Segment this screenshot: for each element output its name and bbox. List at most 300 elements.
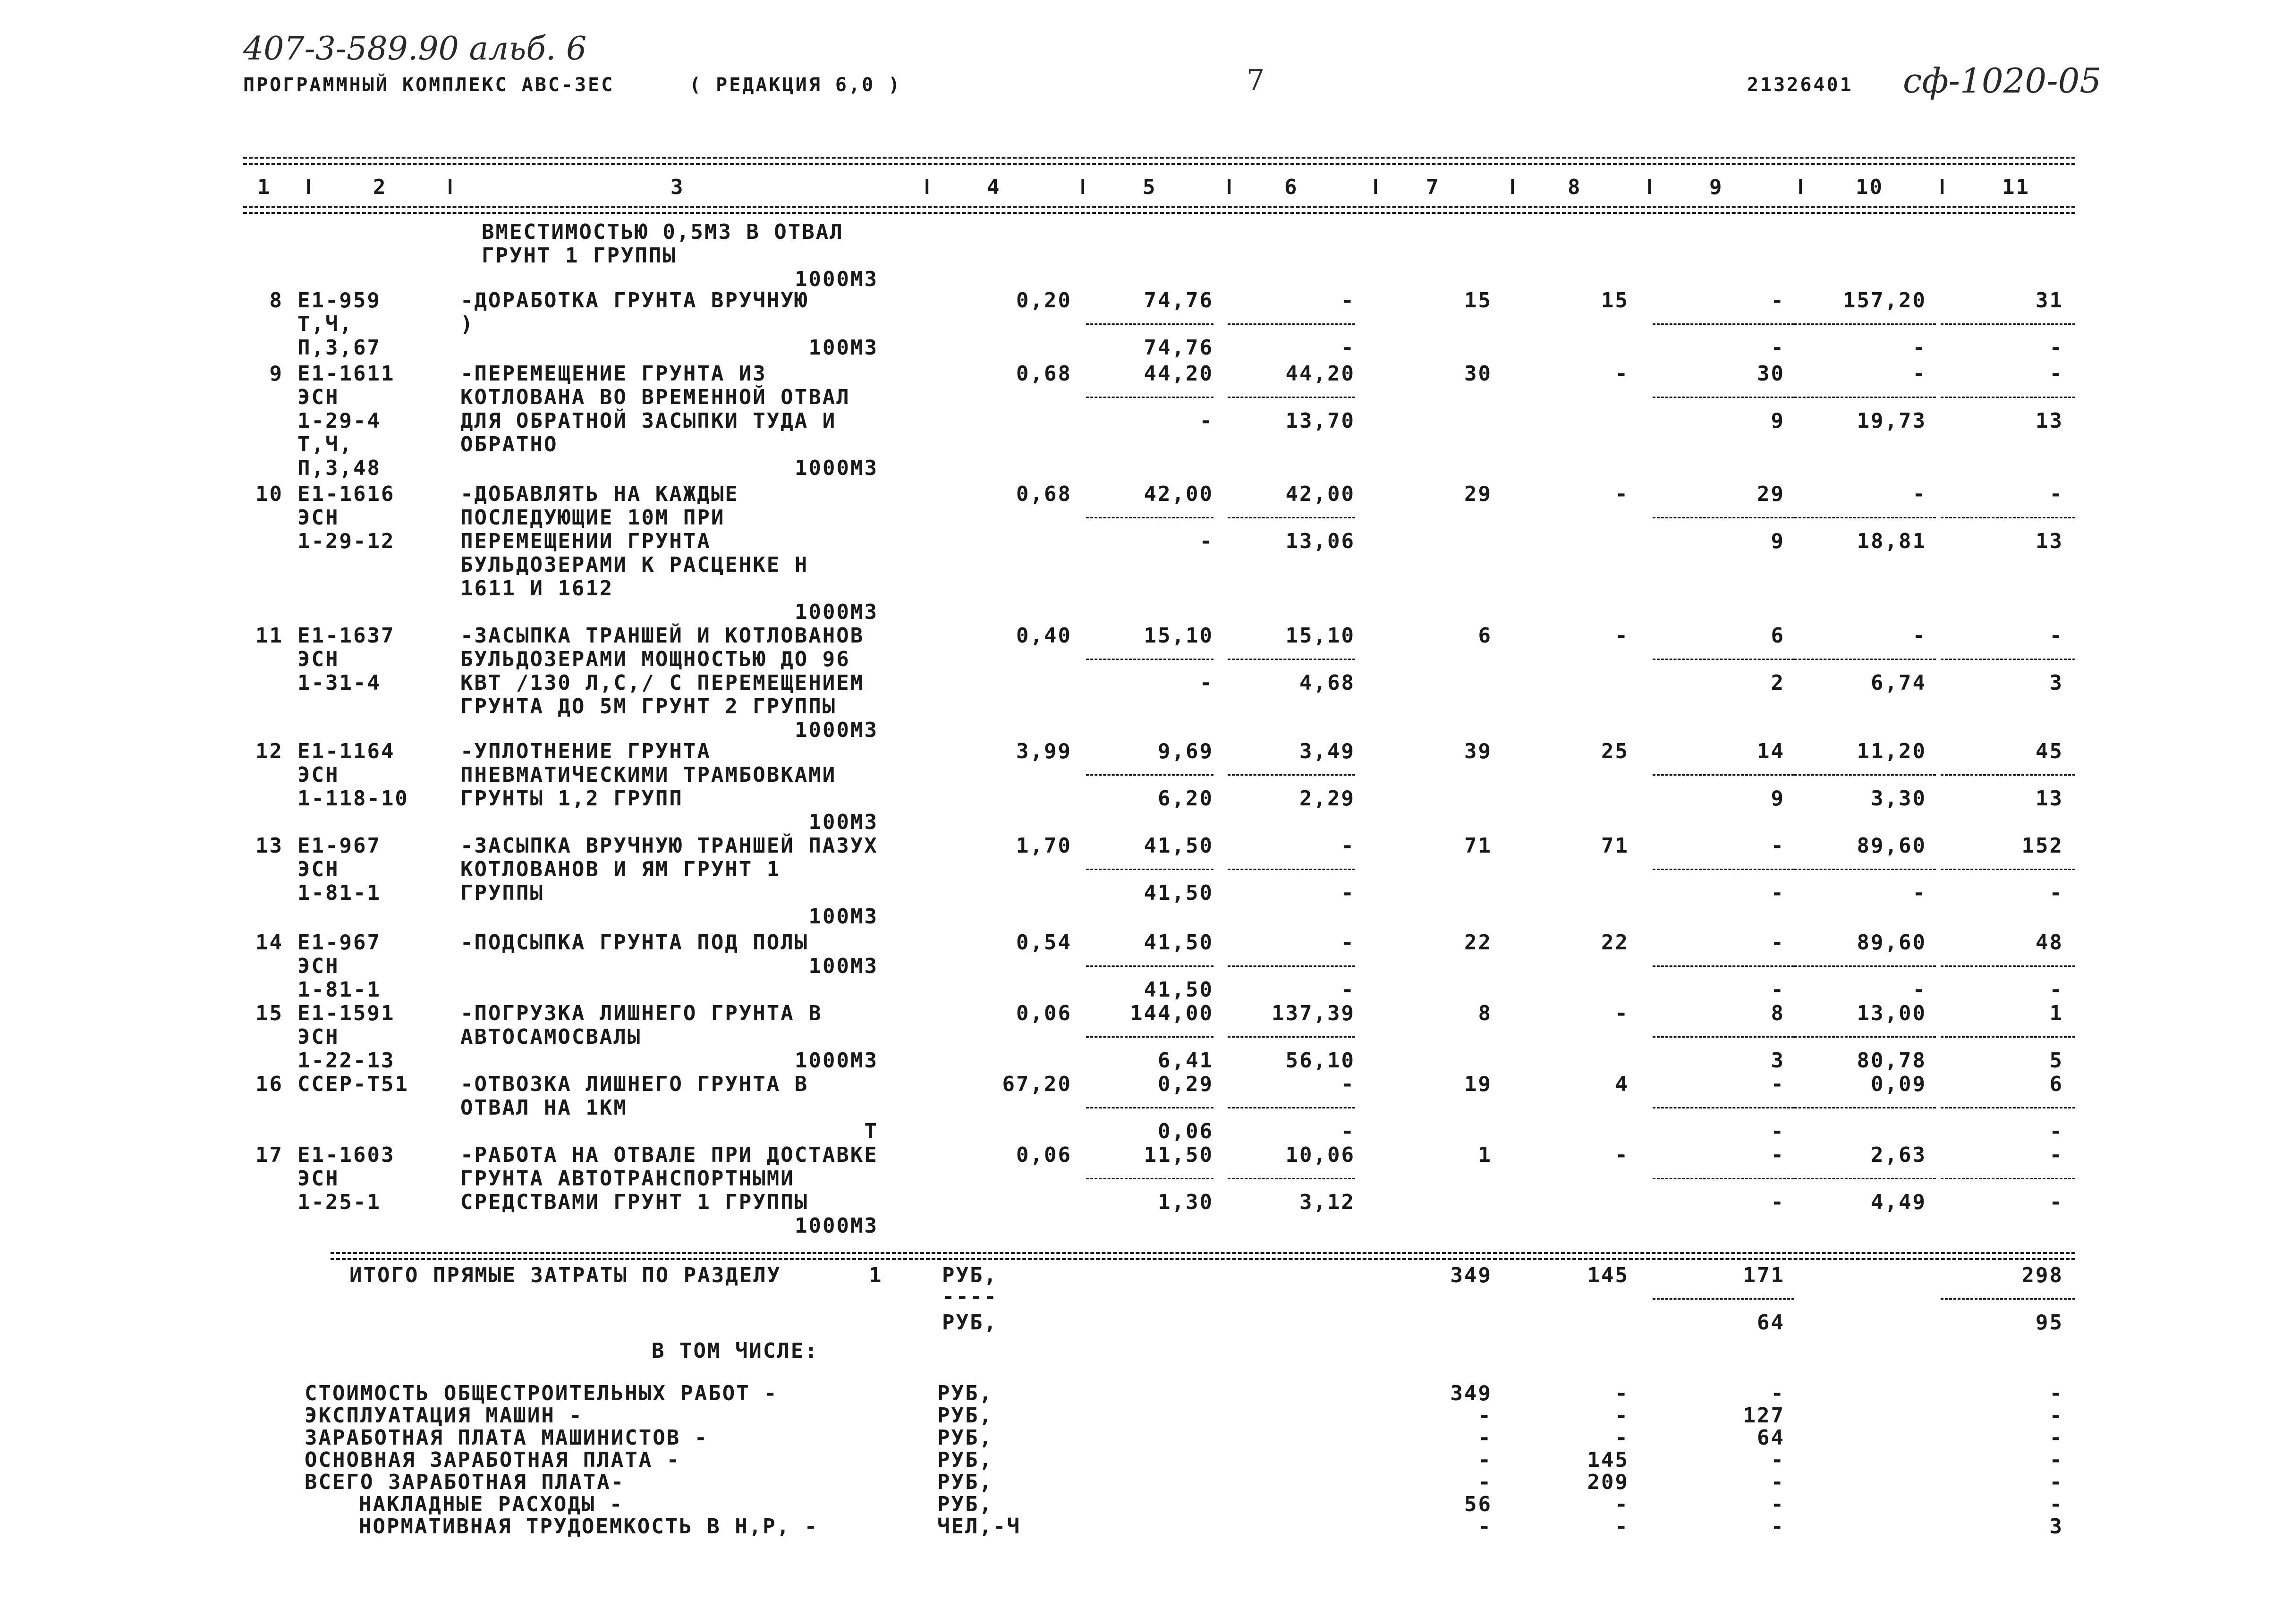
col8-value: - <box>1615 624 1629 648</box>
col5-value: 11,50 <box>1144 1143 1213 1167</box>
col10-subvalue: 19,73 <box>1857 409 1926 433</box>
col9-divider <box>1653 869 1794 870</box>
totals-col11-divider <box>1941 1298 2075 1300</box>
row-unit: 100М3 <box>808 905 878 929</box>
row-description: ГРУППЫ <box>460 881 544 905</box>
row-code: ЭСН <box>297 385 339 409</box>
col9-divider <box>1653 517 1794 518</box>
col4-value: 0,68 <box>1016 482 1072 506</box>
totals-unit-2: РУБ, <box>942 1311 998 1335</box>
row-description: -ДОБАВЛЯТЬ НА КАЖДЫЕ <box>460 482 739 506</box>
col5-subvalue: 6,41 <box>1158 1049 1213 1073</box>
col5-value: 144,00 <box>1130 1001 1213 1025</box>
col10-subvalue: - <box>1912 881 1926 905</box>
col9-value: 14 <box>1757 739 1785 763</box>
row-code: ССЕР-Т51 <box>297 1072 409 1096</box>
row-code: 1-31-4 <box>297 671 381 695</box>
row-code: Е1-959 <box>297 288 381 313</box>
row-description: -ПЕРЕМЕЩЕНИЕ ГРУНТА ИЗ <box>460 362 767 386</box>
row-code: Е1-967 <box>297 834 381 858</box>
row-number: 9 <box>269 362 283 386</box>
summary-label: НАКЛАДНЫЕ РАСХОДЫ - <box>359 1492 624 1516</box>
row-description: -УПЛОТНЕНИЕ ГРУНТА <box>460 739 711 763</box>
col7-value: 19 <box>1464 1072 1492 1096</box>
row-description: АВТОСАМОСВАЛЫ <box>460 1025 642 1049</box>
col5-divider <box>1086 397 1213 398</box>
col11-value: - <box>2049 624 2063 648</box>
col11-subvalue: 3 <box>2049 671 2063 695</box>
totals-label: ИТОГО ПРЯМЫЕ ЗАТРАТЫ ПО РАЗДЕЛУ <box>349 1263 781 1287</box>
col11-value: 45 <box>2036 739 2063 763</box>
summary-col7: - <box>1478 1514 1492 1539</box>
col4-value: 0,20 <box>1016 288 1072 313</box>
col9-value: - <box>1771 930 1785 955</box>
summary-unit: РУБ, <box>937 1381 993 1405</box>
row-description: ПЕРЕМЕЩЕНИИ ГРУНТА <box>460 529 711 553</box>
col11-divider <box>1941 1107 2075 1108</box>
summary-unit: РУБ, <box>937 1404 993 1428</box>
row-code: Е1-1616 <box>297 482 395 506</box>
column-separator: ǀ <box>1506 175 1520 199</box>
col11-subvalue: 13 <box>2036 787 2063 811</box>
row-code: Т,Ч, <box>297 312 353 336</box>
row-code: Е1-967 <box>297 930 381 955</box>
col9-divider <box>1653 323 1794 325</box>
col6-subvalue: 13,70 <box>1285 409 1355 433</box>
row-code: Е1-1591 <box>297 1001 395 1025</box>
col10-value: 0,09 <box>1871 1072 1926 1096</box>
row-code: ЭСН <box>297 1025 339 1049</box>
summary-col9: - <box>1771 1470 1785 1494</box>
row-code: 1-25-1 <box>297 1190 381 1214</box>
row-number: 12 <box>255 739 283 763</box>
summary-col9: - <box>1771 1448 1785 1472</box>
document-number: 21326401 <box>1747 74 1853 96</box>
col9-subvalue: 9 <box>1771 409 1785 433</box>
summary-col11: - <box>2049 1448 2063 1472</box>
col8-value: - <box>1615 362 1629 386</box>
col5-divider <box>1086 517 1213 518</box>
summary-unit: РУБ, <box>937 1426 993 1450</box>
col5-value: 0,29 <box>1158 1072 1213 1096</box>
row-description: КОТЛОВАНОВ И ЯМ ГРУНТ 1 <box>460 857 781 881</box>
summary-unit: РУБ, <box>937 1448 993 1472</box>
col5-value: 41,50 <box>1144 930 1213 955</box>
col11-divider <box>1941 659 2075 660</box>
summary-col9: - <box>1771 1492 1785 1516</box>
row-code: 1-81-1 <box>297 978 381 1002</box>
row-unit: 1000М3 <box>795 267 878 291</box>
row-unit: 1000М3 <box>795 1049 878 1073</box>
col5-subvalue: - <box>1199 671 1213 695</box>
col10-subvalue: - <box>1912 978 1926 1002</box>
column-separator: ǀ <box>1077 175 1091 199</box>
summary-col7: - <box>1478 1426 1492 1450</box>
row-code: Т,Ч, <box>297 432 353 457</box>
summary-col11: 3 <box>2049 1514 2063 1539</box>
col10-value: 2,63 <box>1871 1143 1926 1167</box>
col8-value: - <box>1615 1143 1629 1167</box>
row-unit: 100М3 <box>808 336 878 360</box>
column-header-10: 10 <box>1856 175 1884 199</box>
col11-value: 152 <box>2021 834 2063 858</box>
summary-label: ВСЕГО ЗАРАБОТНАЯ ПЛАТА- <box>305 1470 625 1494</box>
row-description: ) <box>460 312 475 336</box>
col8-value: 4 <box>1615 1072 1629 1096</box>
col11-divider <box>1941 1036 2075 1038</box>
col6-subvalue: 2,29 <box>1299 787 1355 811</box>
col6-divider <box>1228 397 1355 398</box>
col6-subvalue: - <box>1341 881 1355 905</box>
col5-value: 9,69 <box>1158 739 1213 763</box>
row-code: ЭСН <box>297 763 339 787</box>
row-description: ПНЕВМАТИЧЕСКИМИ ТРАМБОВКАМИ <box>460 763 837 787</box>
summary-unit: ЧЕЛ,-Ч <box>937 1514 1021 1539</box>
row-code: Е1-1611 <box>297 362 395 386</box>
column-header-6: 6 <box>1284 175 1298 199</box>
col6-value: 44,20 <box>1285 362 1355 386</box>
col8-value: 15 <box>1601 288 1629 313</box>
col11-divider <box>1941 397 2075 398</box>
header-bottom-rule <box>243 206 2075 208</box>
col7-value: 1 <box>1478 1143 1492 1167</box>
col5-value: 44,20 <box>1144 362 1213 386</box>
row-code: Е1-1603 <box>297 1143 395 1167</box>
col4-value: 0,40 <box>1016 624 1072 648</box>
row-description: БУЛЬДОЗЕРАМИ К РАСЦЕНКЕ Н <box>460 553 809 577</box>
col10-divider <box>1794 965 1936 967</box>
col5-divider <box>1086 869 1213 870</box>
row-unit: 1000М3 <box>795 600 878 624</box>
totals-top-rule <box>331 1252 2075 1254</box>
row-unit: 100М3 <box>808 810 878 834</box>
col6-subvalue: - <box>1341 978 1355 1002</box>
col5-divider <box>1086 1036 1213 1038</box>
summary-col11: - <box>2049 1492 2063 1516</box>
row-number: 15 <box>255 1001 283 1025</box>
col7-value: 8 <box>1478 1001 1492 1025</box>
row-unit: 100М3 <box>808 954 878 978</box>
col10-divider <box>1794 659 1936 660</box>
col5-divider <box>1086 965 1213 967</box>
col5-divider <box>1086 323 1213 325</box>
row-number: 14 <box>255 930 283 955</box>
col10-divider <box>1794 397 1936 398</box>
column-header-8: 8 <box>1568 175 1582 199</box>
col6-divider <box>1228 965 1355 967</box>
summary-col7: 349 <box>1450 1381 1492 1405</box>
row-code: 1-29-12 <box>297 529 395 553</box>
col10-divider <box>1794 1107 1936 1108</box>
col6-divider <box>1228 517 1355 518</box>
summary-col8: - <box>1615 1381 1629 1405</box>
row-description: ГРУНТА ДО 5М ГРУНТ 2 ГРУППЫ <box>460 694 837 719</box>
col7-value: 22 <box>1464 930 1492 955</box>
col11-value: 31 <box>2036 288 2063 313</box>
row-code: 1-118-10 <box>297 787 409 811</box>
row-number: 10 <box>255 482 283 506</box>
row-code: П,3,48 <box>297 456 381 480</box>
col8-value: 71 <box>1601 834 1629 858</box>
totals-col9-sub: 64 <box>1757 1311 1785 1335</box>
col6-divider <box>1228 1036 1355 1038</box>
summary-col8: 145 <box>1587 1448 1629 1472</box>
row-number: 13 <box>255 834 283 858</box>
row-description: ВМЕСТИМОСТЬЮ 0,5М3 В ОТВАЛ <box>482 220 844 244</box>
col5-value: 15,10 <box>1144 624 1213 648</box>
col6-value: 3,49 <box>1299 739 1355 763</box>
column-separator: ǀ <box>1794 175 1808 199</box>
col11-subvalue: 13 <box>2036 529 2063 553</box>
col9-divider <box>1653 965 1794 967</box>
col5-subvalue: 41,50 <box>1144 978 1213 1002</box>
col7-value: 15 <box>1464 288 1492 313</box>
summary-col7: - <box>1478 1404 1492 1428</box>
col10-divider <box>1794 1036 1936 1038</box>
col9-value: - <box>1771 1072 1785 1096</box>
col10-subvalue: 3,30 <box>1871 787 1926 811</box>
summary-col9: 64 <box>1757 1426 1785 1450</box>
col6-subvalue: 13,06 <box>1285 529 1355 553</box>
col9-value: 8 <box>1771 1001 1785 1025</box>
col6-value: - <box>1341 288 1355 313</box>
row-code: ЭСН <box>297 857 339 881</box>
summary-col8: - <box>1615 1426 1629 1450</box>
col9-value: 6 <box>1771 624 1785 648</box>
col9-divider <box>1653 774 1794 776</box>
row-description: ГРУНТА АВТОТРАНСПОРТНЫМИ <box>460 1167 795 1191</box>
edition-label: ( РЕДАКЦИЯ 6,0 ) <box>689 74 902 96</box>
col5-value: 41,50 <box>1144 834 1213 858</box>
col6-subvalue: - <box>1341 1119 1355 1143</box>
col5-subvalue: - <box>1199 529 1213 553</box>
row-description: -РАБОТА НА ОТВАЛЕ ПРИ ДОСТАВКЕ <box>460 1143 878 1167</box>
summary-col8: - <box>1615 1492 1629 1516</box>
col6-divider <box>1228 774 1355 776</box>
totals-col11-sub: 95 <box>2036 1311 2063 1335</box>
totals-col7: 349 <box>1450 1263 1492 1287</box>
summary-col8: - <box>1615 1514 1629 1539</box>
column-separator: ǀ <box>921 175 935 199</box>
col9-value: - <box>1771 1143 1785 1167</box>
col9-subvalue: 2 <box>1771 671 1785 695</box>
row-unit: 1000М3 <box>795 456 878 480</box>
row-code: ЭСН <box>297 954 339 978</box>
col11-value: - <box>2049 1143 2063 1167</box>
col5-divider <box>1086 774 1213 776</box>
totals-col9: 171 <box>1743 1263 1785 1287</box>
col7-value: 71 <box>1464 834 1492 858</box>
column-header-4: 4 <box>987 175 1001 199</box>
col10-subvalue: 6,74 <box>1871 671 1926 695</box>
summary-col7: - <box>1478 1470 1492 1494</box>
col6-value: 137,39 <box>1272 1001 1355 1025</box>
row-code: 1-29-4 <box>297 409 381 433</box>
col10-value: 89,60 <box>1857 834 1926 858</box>
col4-value: 0,06 <box>1016 1001 1072 1025</box>
col6-subvalue: - <box>1341 336 1355 360</box>
col7-value: 30 <box>1464 362 1492 386</box>
col6-subvalue: 4,68 <box>1299 671 1355 695</box>
col9-divider <box>1653 397 1794 398</box>
col9-subvalue: - <box>1771 1119 1785 1143</box>
col6-subvalue: 56,10 <box>1285 1049 1355 1073</box>
summary-label: ЗАРАБОТНАЯ ПЛАТА МАШИНИСТОВ - <box>305 1426 709 1450</box>
col5-value: 42,00 <box>1144 482 1213 506</box>
col10-subvalue: 80,78 <box>1857 1049 1926 1073</box>
col10-divider <box>1794 1178 1936 1179</box>
col5-subvalue: 1,30 <box>1158 1190 1213 1214</box>
col10-divider <box>1794 774 1936 776</box>
col10-value: 89,60 <box>1857 930 1926 955</box>
col10-value: - <box>1912 482 1926 506</box>
summary-label: СТОИМОСТЬ ОБЩЕСТРОИТЕЛЬНЫХ РАБОТ - <box>305 1381 778 1405</box>
col9-divider <box>1653 659 1794 660</box>
page-number: 7 <box>1247 64 1265 97</box>
totals-unit: РУБ, <box>942 1263 998 1287</box>
summary-unit: РУБ, <box>937 1492 993 1516</box>
col9-subvalue: 3 <box>1771 1049 1785 1073</box>
col11-value: 48 <box>2036 930 2063 955</box>
row-description: КОТЛОВАНА ВО ВРЕМЕННОЙ ОТВАЛ <box>460 385 850 409</box>
col4-value: 67,20 <box>1002 1072 1072 1096</box>
col10-value: - <box>1912 624 1926 648</box>
col10-value: 13,00 <box>1857 1001 1926 1025</box>
row-description: ГРУНТ 1 ГРУППЫ <box>482 244 677 268</box>
summary-col9: - <box>1771 1514 1785 1539</box>
row-description: -ОТВОЗКА ЛИШНЕГО ГРУНТА В <box>460 1072 809 1096</box>
handwritten-sheet-code: сф-1020-05 <box>1903 61 2102 101</box>
row-description: ОБРАТНО <box>460 432 558 457</box>
row-description: ОТВАЛ НА 1КМ <box>460 1096 628 1120</box>
col5-subvalue: 41,50 <box>1144 881 1213 905</box>
col6-value: - <box>1341 834 1355 858</box>
column-header-11: 11 <box>2002 175 2030 199</box>
column-separator: ǀ <box>302 175 316 199</box>
col11-divider <box>1941 517 2075 518</box>
col10-value: - <box>1912 362 1926 386</box>
col9-subvalue: 9 <box>1771 787 1785 811</box>
column-header-2: 2 <box>373 175 387 199</box>
summary-label: НОРМАТИВНАЯ ТРУДОЕМКОСТЬ В Н,Р, - <box>359 1514 819 1539</box>
totals-unit-divider: ---- <box>942 1285 998 1309</box>
row-code: ЭСН <box>297 506 339 530</box>
row-description: БУЛЬДОЗЕРАМИ МОЩНОСТЬЮ ДО 96 <box>460 647 850 671</box>
col8-value: 22 <box>1601 930 1629 955</box>
table-top-rule-2 <box>243 163 2075 165</box>
col6-value: - <box>1341 1072 1355 1096</box>
col4-value: 1,70 <box>1016 834 1072 858</box>
col6-value: 42,00 <box>1285 482 1355 506</box>
row-unit: 1000М3 <box>795 718 878 742</box>
col9-divider <box>1653 1178 1794 1179</box>
summary-col11: - <box>2049 1404 2063 1428</box>
col8-value: - <box>1615 1001 1629 1025</box>
col11-subvalue: - <box>2049 978 2063 1002</box>
col6-value: 10,06 <box>1285 1143 1355 1167</box>
col9-value: 30 <box>1757 362 1785 386</box>
row-description: -ЗАСЫПКА ВРУЧНУЮ ТРАНШЕЙ ПАЗУХ <box>460 834 878 858</box>
col5-divider <box>1086 1107 1213 1108</box>
col5-subvalue: 74,76 <box>1144 336 1213 360</box>
col10-subvalue: - <box>1912 336 1926 360</box>
col11-value: - <box>2049 362 2063 386</box>
column-header-7: 7 <box>1426 175 1440 199</box>
row-code: 1-81-1 <box>297 881 381 905</box>
summary-col8: - <box>1615 1404 1629 1428</box>
col10-divider <box>1794 323 1936 325</box>
col10-subvalue: 18,81 <box>1857 529 1926 553</box>
column-header-1: 1 <box>257 175 272 199</box>
col7-value: 6 <box>1478 624 1492 648</box>
col5-subvalue: 6,20 <box>1158 787 1213 811</box>
col11-subvalue: - <box>2049 336 2063 360</box>
col5-divider <box>1086 1178 1213 1179</box>
col11-divider <box>1941 774 2075 776</box>
col11-value: - <box>2049 482 2063 506</box>
totals-col11: 298 <box>2021 1263 2063 1287</box>
column-header-5: 5 <box>1143 175 1157 199</box>
row-description: ДЛЯ ОБРАТНОЙ ЗАСЫПКИ ТУДА И <box>460 409 837 433</box>
col4-value: 0,68 <box>1016 362 1072 386</box>
row-unit: 1000М3 <box>795 1214 878 1238</box>
col6-divider <box>1228 323 1355 325</box>
table-top-rule <box>243 157 2075 159</box>
col6-divider <box>1228 1178 1355 1179</box>
col5-subvalue: 0,06 <box>1158 1119 1213 1143</box>
col9-value: - <box>1771 288 1785 313</box>
col8-value: - <box>1615 482 1629 506</box>
column-header-3: 3 <box>670 175 685 199</box>
col11-divider <box>1941 869 2075 870</box>
summary-col8: 209 <box>1587 1470 1629 1494</box>
col10-subvalue: 4,49 <box>1871 1190 1926 1214</box>
col11-subvalue: 5 <box>2049 1049 2063 1073</box>
row-description: ПОСЛЕДУЮЩИЕ 10М ПРИ <box>460 506 725 530</box>
col11-value: 6 <box>2049 1072 2063 1096</box>
column-separator: ǀ <box>1936 175 1950 199</box>
row-number: 11 <box>255 624 283 648</box>
row-number: 17 <box>255 1143 283 1167</box>
summary-col11: - <box>2049 1426 2063 1450</box>
including-label: В ТОМ ЧИСЛЕ: <box>652 1339 819 1363</box>
col4-value: 0,06 <box>1016 1143 1072 1167</box>
column-separator: ǀ <box>1223 175 1237 199</box>
col8-value: 25 <box>1601 739 1629 763</box>
summary-col9: 127 <box>1743 1404 1785 1428</box>
col5-subvalue: - <box>1199 409 1213 433</box>
column-header-9: 9 <box>1709 175 1723 199</box>
row-code: 1-22-13 <box>297 1049 395 1073</box>
summary-col9: - <box>1771 1381 1785 1405</box>
row-description: СРЕДСТВАМИ ГРУНТ 1 ГРУППЫ <box>460 1190 809 1214</box>
col10-value: 11,20 <box>1857 739 1926 763</box>
row-code: Е1-1637 <box>297 624 395 648</box>
col11-divider <box>1941 1178 2075 1179</box>
col10-value: 157,20 <box>1843 288 1926 313</box>
col6-divider <box>1228 1107 1355 1108</box>
handwritten-album-code: 407-3-589.90 альб. 6 <box>243 30 587 68</box>
col10-divider <box>1794 869 1936 870</box>
row-number: 8 <box>269 288 283 313</box>
col11-divider <box>1941 965 2075 967</box>
col5-value: 74,76 <box>1144 288 1213 313</box>
row-number: 16 <box>255 1072 283 1096</box>
col11-divider <box>1941 323 2075 325</box>
totals-col9-divider <box>1653 1298 1794 1300</box>
col9-divider <box>1653 1036 1794 1038</box>
column-separator: ǀ <box>444 175 458 199</box>
